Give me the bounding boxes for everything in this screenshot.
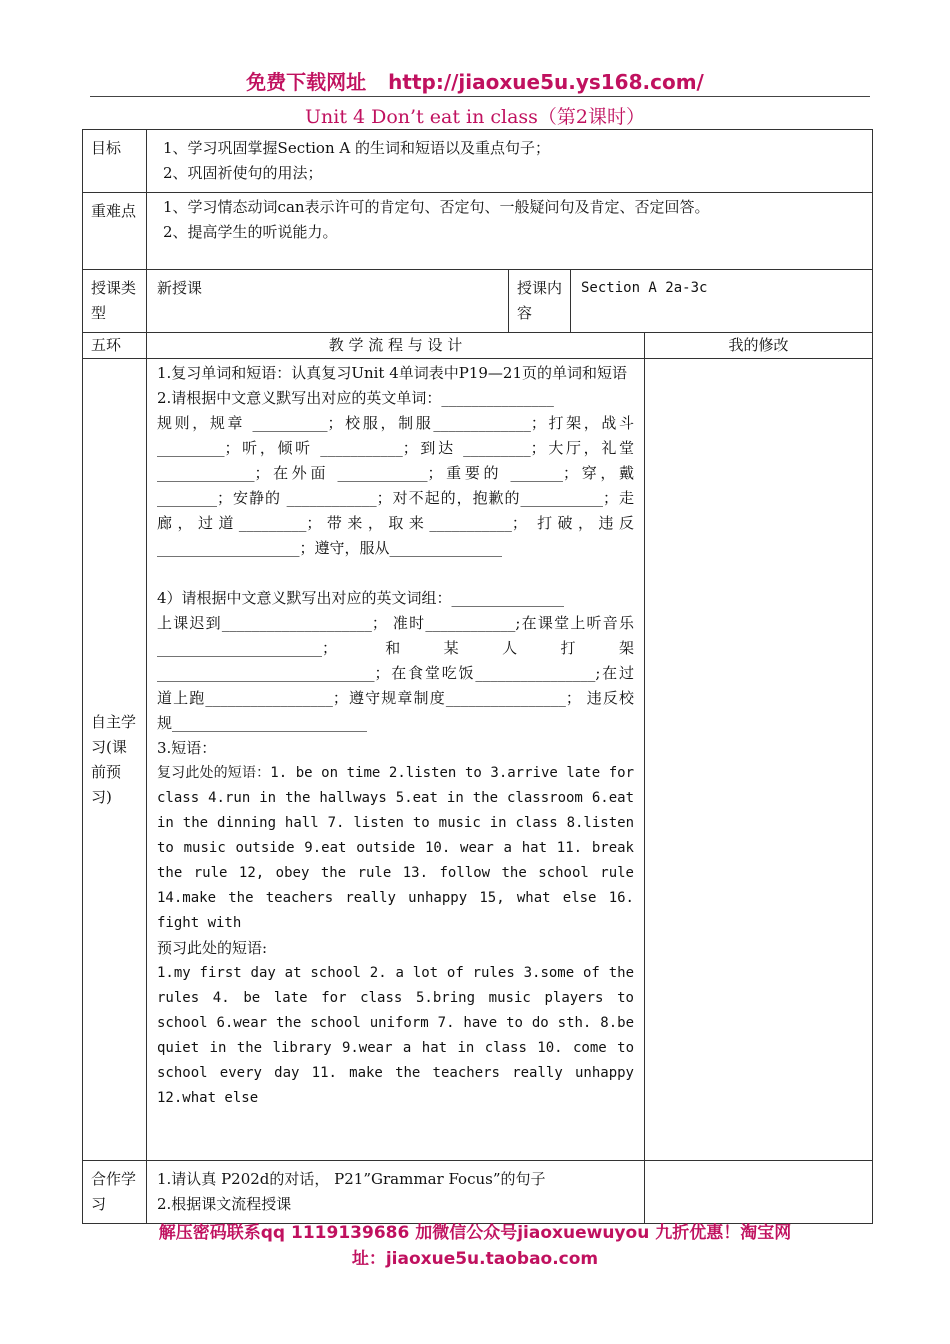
header-free-download-label: 免费下载网址 (246, 70, 367, 94)
page-title: Unit 4 Don’t eat in class（第2课时） (305, 106, 645, 128)
header-download-link[interactable] (0, 66, 950, 95)
self-study-row (83, 359, 873, 1161)
self-study-words: 规则，规章 __________；校服，制服_____________；打架，战斗_________；听，倾听 ___________；到达 _________；大厅，礼堂 _____________；在外面 ____________；重要的 _______；穿，戴________；安静的 ____________；对不起的，抱歉的___________；走廊，过道_________；带来，取来___________； 打破，违反 ___________________；遵守，服从_______________ (157, 414, 634, 557)
difficulty-line-1: 1、学习情态动词can表示许可的肯定句、否定句、一般疑问句及肯定、否定回答。 (163, 198, 710, 216)
cooperate-row (83, 1161, 873, 1224)
header-url[interactable]: http://jiaoxue5u.ys168.com/ (388, 70, 704, 94)
footer-line-2[interactable]: 址：jiaoxue5u.taobao.com (351, 1249, 599, 1269)
footer-contact (60, 1220, 890, 1272)
self-study-line-6: 3.短语： (157, 739, 217, 757)
head-process: 教 学 流 程 与 设 计 (328, 336, 463, 354)
difficulty-line-2: 2、提高学生的听说能力。 (163, 223, 338, 241)
lesson-row (83, 270, 873, 333)
difficulty-row (83, 193, 873, 270)
goals-line-1: 1、学习巩固掌握Section A 的生词和短语以及重点句子； (163, 139, 550, 157)
self-study-line-4: 4）请根据中文意义默写出对应的英文词组：_______________ (157, 589, 565, 607)
self-study-preview-phrases: 1.my first day at school 2. a lot of rules 3.some of the rules 4. be late for class 5.bring music players to school 6.wear the school uniform 7. have to do sth. 8.be quiet in the library 9.wear a hat in class 10. come to school every day 11. make the teachers really unhappy 12.what else (157, 965, 634, 1106)
goals-line-2: 2、巩固祈使句的用法； (163, 164, 323, 182)
head-stage: 五环 (91, 336, 122, 354)
self-study-review-phrases: 复习此处的短语：1. be on time 2.listen to 3.arrive late for class 4.run in the hallways 5.eat in the classroom 6.eat in the dinning hall 7. listen to music in class 8.listen to music outside 9.eat outside 10. wear a hat 11. break the rule 12, obey the rule 13. follow the school rule 14.make the teachers really unhappy 15, what else 16. fight with (157, 765, 634, 931)
cooperate-label: 合作学习 (91, 1170, 137, 1213)
header-rule (90, 96, 870, 97)
head-revision: 我的修改 (728, 336, 789, 354)
lesson-plan-table (82, 129, 873, 1224)
self-study-line-1: 1.复习单词和短语：认真复习Unit 4单词表中P19—21页的单词和短语 (157, 364, 628, 382)
footer-line-1: 解压密码联系qq 1119139686 加微信公众号jiaoxuewuyou 九折优惠！淘宝网 (158, 1223, 792, 1243)
cooperate-line-1: 1.请认真 P202d的对话， P21”Grammar Focus”的句子 (157, 1170, 546, 1188)
goals-row (83, 130, 873, 193)
self-study-label: 自主学习(课前预习) (91, 712, 137, 806)
self-study-line-2: 2.请根据中文意义默写出对应的英文单词：_______________ (157, 389, 554, 407)
column-heads-row (83, 333, 873, 359)
lesson-type-label: 授课类型 (91, 279, 137, 322)
difficulty-label: 重难点 (91, 202, 137, 220)
lesson-content-value: Section A 2a-3c (581, 280, 708, 296)
self-study-phrases-blanks: 上课迟到____________________； 准时____________;在课堂上听音乐______________________； 和某人打架_____________________________；在食堂吃饭________________;在过道上跑_________________；遵守规章制度________________； 违反校规__________________________ (157, 614, 634, 732)
lesson-type-value: 新授课 (157, 279, 203, 297)
self-study-preview-label: 预习此处的短语: (157, 939, 268, 957)
lesson-content-label: 授课内容 (517, 279, 563, 322)
cooperate-line-2: 2.根据课文流程授课 (157, 1195, 292, 1213)
goals-label: 目标 (91, 139, 122, 157)
